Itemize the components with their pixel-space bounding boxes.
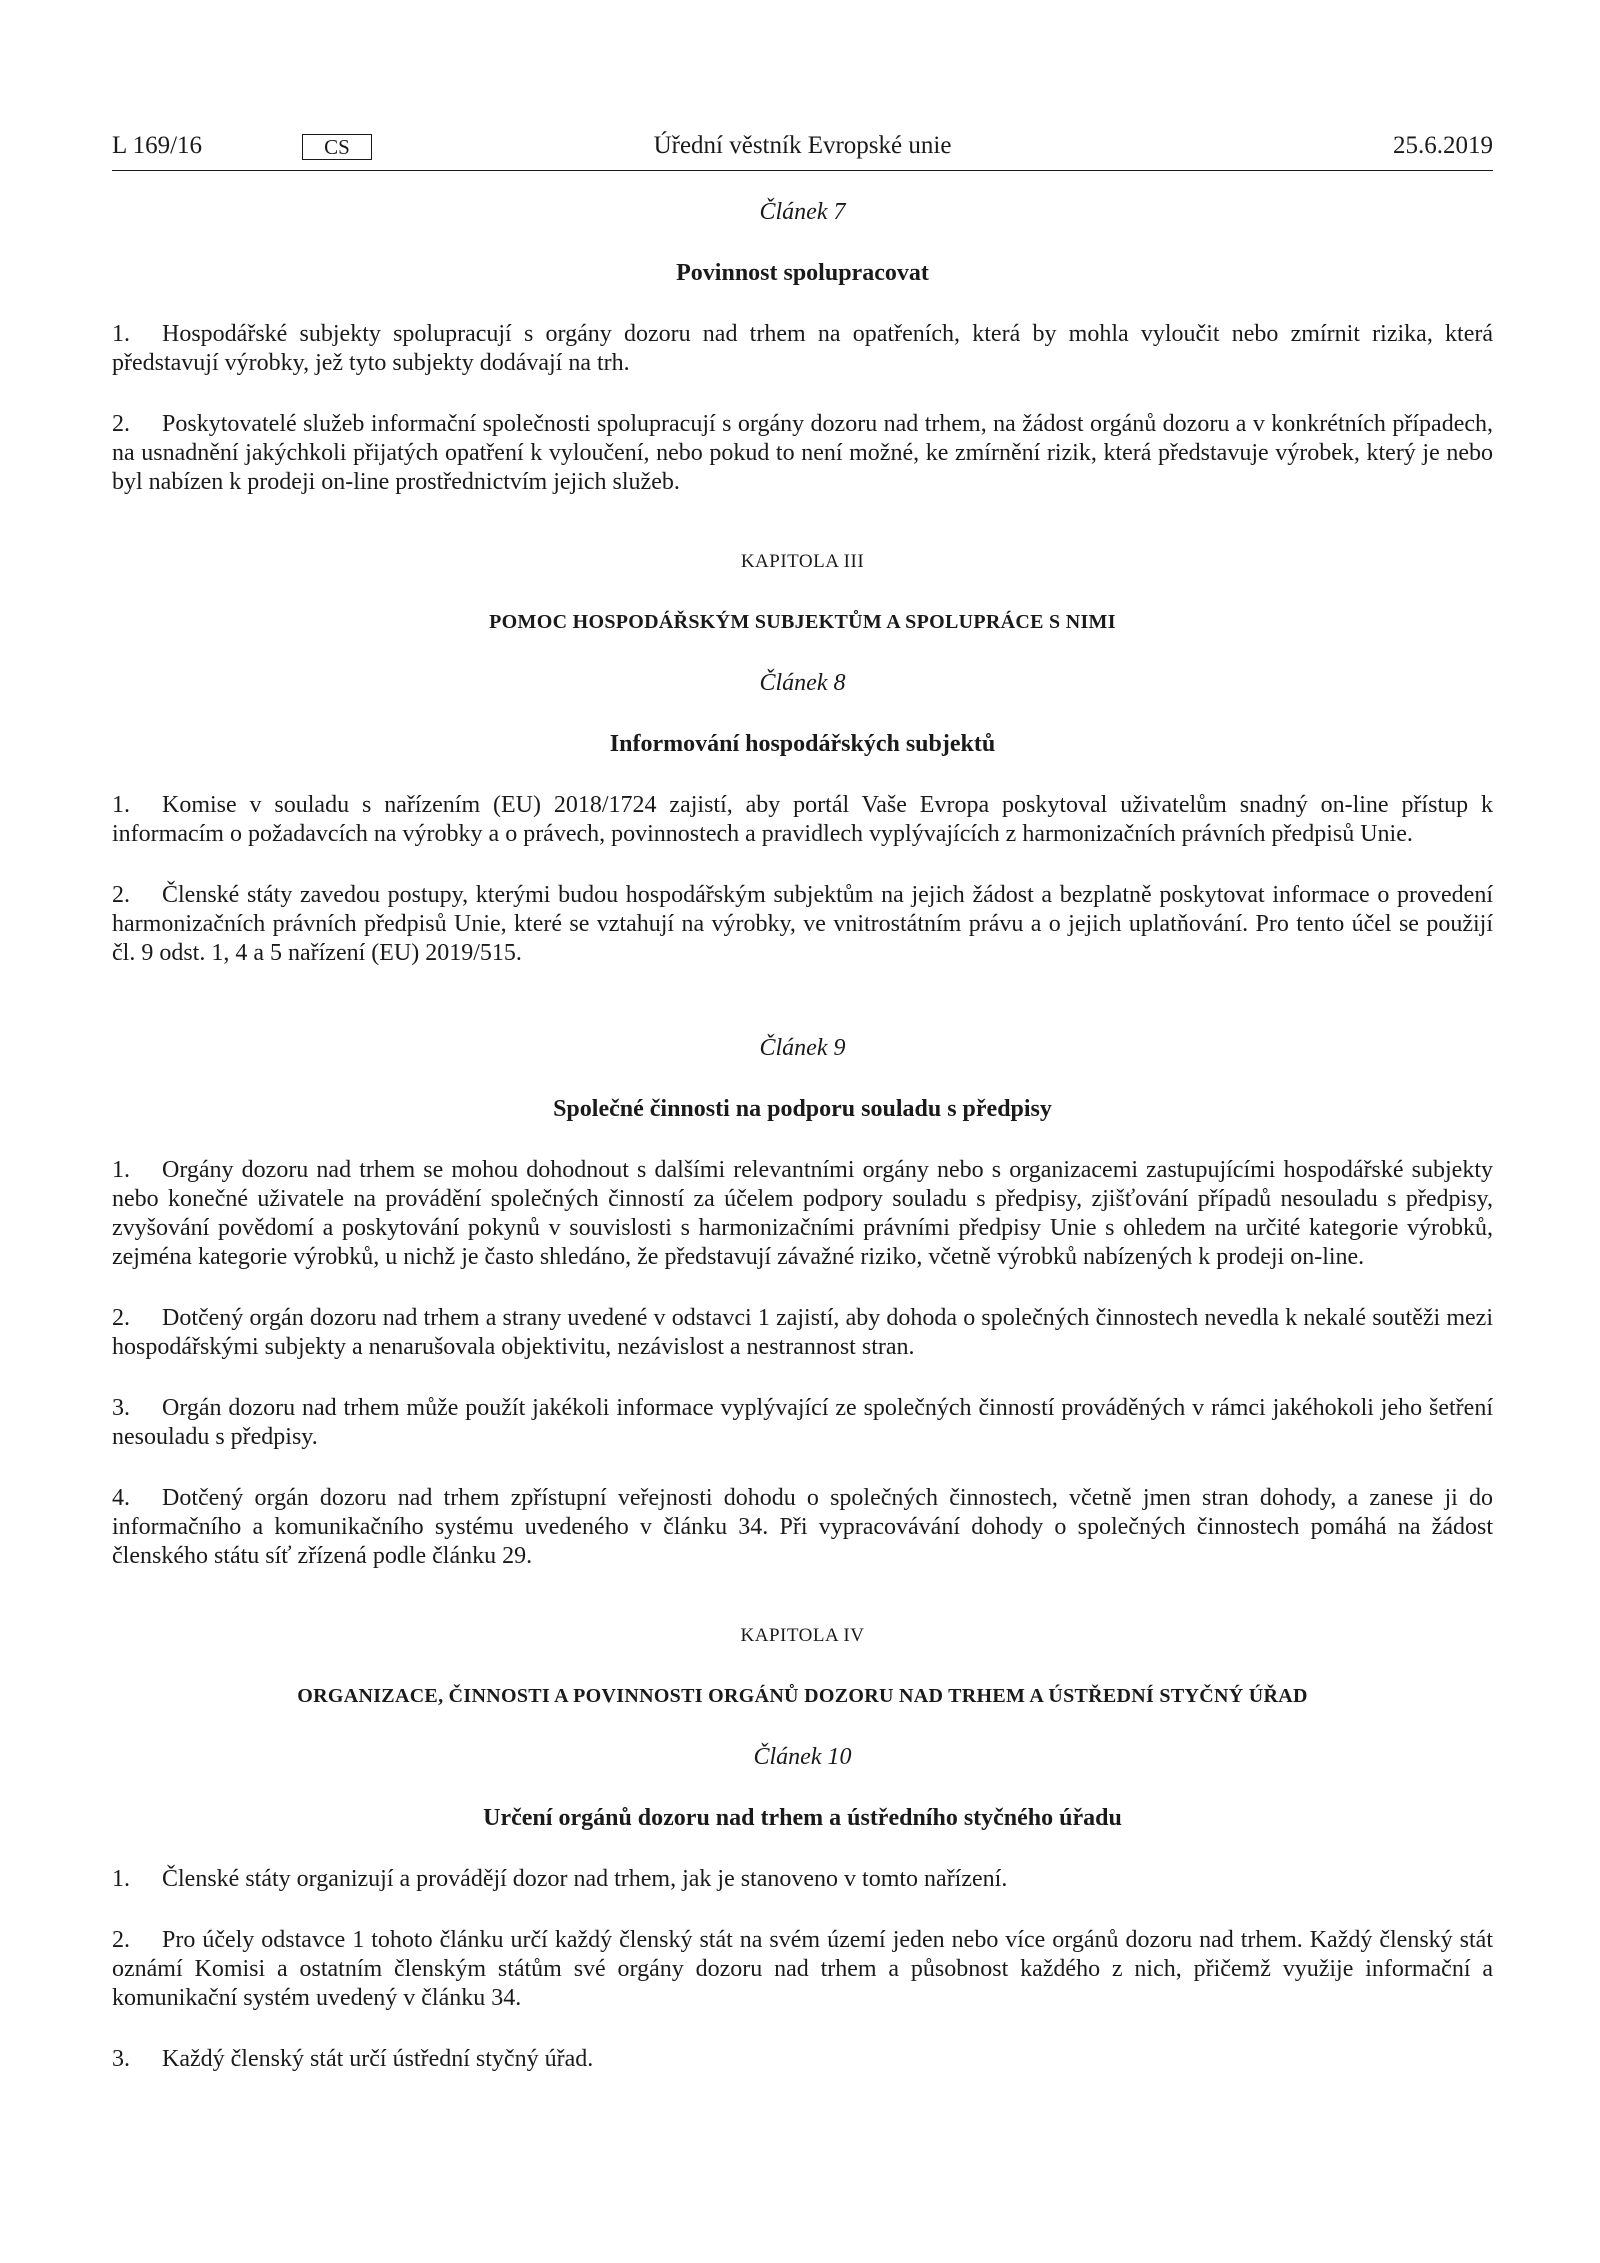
page-number: L 169/16 xyxy=(112,132,203,159)
article-8-title: Informování hospodářských subjektů xyxy=(609,731,996,757)
article-7-title: Povinnost spolupracovat xyxy=(676,260,929,286)
article-10-paragraph-2: 2. Pro účely odstavce 1 tohoto článku určí každý členský stát na svém území jeden nebo více orgánů dozoru nad trhem. Každý členský stát oznámí Komisi a ostatním členským státům své orgány dozoru nad trhem a působnost každého z nich, přičemž využije informační a komunikační systém uvedený v článku 34. xyxy=(112,1927,1493,2011)
article-10-paragraph-3: 3. Každý členský stát určí ústřední styčný úřad. xyxy=(112,2046,594,2072)
article-8-number: Článek 8 xyxy=(759,670,846,696)
header-rule xyxy=(112,170,1493,171)
chapter-3-label: KAPITOLA III xyxy=(740,551,865,572)
article-8-paragraph-2: 2. Členské státy zavedou postupy, kterými budou hospodářským subjektům na jejich žádost a bezplatně poskytovat informace o provedení harmonizačních právních předpisů Unie, které se vztahují na výrobky, ve vnitrostátním právu a o jejich uplatňování. Pro tento účel se použijí čl. 9 odst. 1, 4 a 5 nařízení (EU) 2019/515. xyxy=(112,882,1493,966)
article-7-paragraph-2: 2. Poskytovatelé služeb informační společnosti spolupracují s orgány dozoru nad trhem, na žádost orgánů dozoru a v konkrétních případech, na usnadnění jakýchkoli přijatých opatření k vyloučení, nebo pokud to není možné, ke zmírnění rizik, která představuje výrobek, který je nebo byl nabízen k prodeji on-line prostřednictvím jejich služeb. xyxy=(112,411,1493,495)
article-9-paragraph-3: 3. Orgán dozoru nad trhem může použít jakékoli informace vyplývající ze společných činností prováděných v rámci jakéhokoli jeho šetření nesouladu s předpisy. xyxy=(112,1395,1493,1450)
journal-title: Úřední věstník Evropské unie xyxy=(653,132,952,159)
article-9-paragraph-1: 1. Orgány dozoru nad trhem se mohou dohodnout s dalšími relevantními orgány nebo s organizacemi zastupujícími hospodářské subjekty nebo konečné uživatele na provádění společných činností za účelem podpory souladu s předpisy, zjišťování případů nesouladu s předpisy, zvyšování povědomí a poskytování pokynů v souvislosti s harmonizačními právními předpisy Unie s ohledem na určité kategorie výrobků, zejména kategorie výrobků, u nichž je často shledáno, že představují závažné riziko, včetně výrobků nabízených k prodeji on-line. xyxy=(112,1157,1493,1270)
article-10-paragraph-1: 1. Členské státy organizují a provádějí dozor nad trhem, jak je stanoveno v tomto nařízení. xyxy=(112,1866,1008,1892)
article-9-title: Společné činnosti na podporu souladu s předpisy xyxy=(553,1096,1052,1122)
article-10-number: Článek 10 xyxy=(753,1744,852,1770)
chapter-3-title: POMOC HOSPODÁŘSKÝM SUBJEKTŮM A SPOLUPRÁCE S NIMI xyxy=(489,611,1116,633)
article-9-paragraph-4: 4. Dotčený orgán dozoru nad trhem zpřístupní veřejnosti dohodu o společných činnostech, včetně jmen stran dohody, a zanese ji do informačního a komunikačního systému uvedeného v článku 34. Při vypracovávání dohody o společných činnostech pomáhá na žádost členského státu síť zřízená podle článku 29. xyxy=(112,1485,1493,1569)
article-9-paragraph-2: 2. Dotčený orgán dozoru nad trhem a strany uvedené v odstavci 1 zajistí, aby dohoda o společných činnostech nevedla k nekalé soutěži mezi hospodářskými subjekty a nenarušovala objektivitu, nezávislost a nestrannost stran. xyxy=(112,1305,1493,1360)
article-8-paragraph-1: 1. Komise v souladu s nařízením (EU) 2018/1724 zajistí, aby portál Vaše Evropa poskytoval uživatelům snadný on-line přístup k informacím o požadavcích na výrobky a o právech, povinnostech a pravidlech vyplývajících z harmonizačních právních předpisů Unie. xyxy=(112,792,1493,847)
publication-date: 25.6.2019 xyxy=(1393,132,1493,159)
document-body xyxy=(112,198,1493,2074)
article-7-paragraph-1: 1. Hospodářské subjekty spolupracují s orgány dozoru nad trhem na opatřeních, která by mohla vyloučit nebo zmírnit rizika, která představují výrobky, jež tyto subjekty dodávají na trh. xyxy=(112,321,1493,376)
article-10-title: Určení orgánů dozoru nad trhem a ústředního styčného úřadu xyxy=(483,1805,1122,1831)
chapter-4-label: KAPITOLA IV xyxy=(740,1625,865,1646)
page-header xyxy=(112,128,1493,168)
chapter-4-title: ORGANIZACE, ČINNOSTI A POVINNOSTI ORGÁNŮ DOZORU NAD TRHEM A ÚSTŘEDNÍ STYČNÝ ÚŘAD xyxy=(297,1685,1308,1707)
article-7-number: Článek 7 xyxy=(759,199,846,225)
article-9-number: Článek 9 xyxy=(759,1035,846,1061)
language-badge: CS xyxy=(302,134,372,160)
